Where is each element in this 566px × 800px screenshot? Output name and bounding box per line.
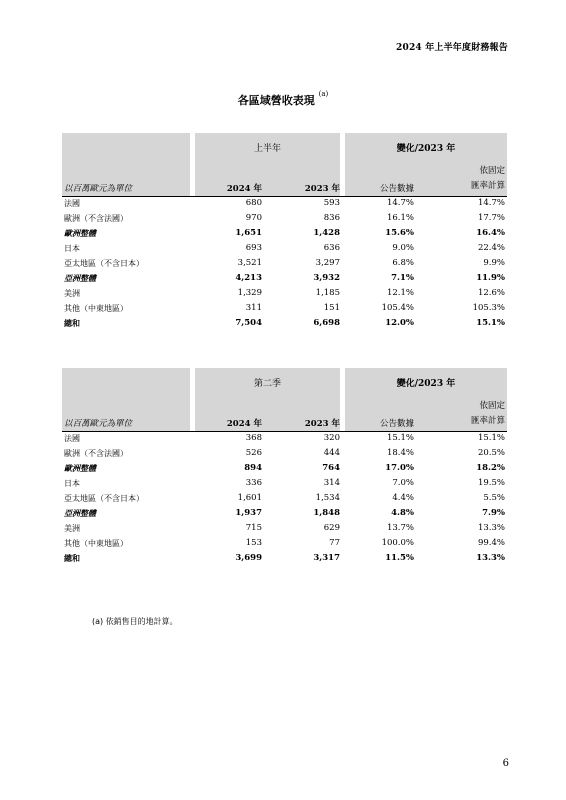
cell-2023: 77 bbox=[329, 538, 340, 548]
cell-2023: 6,698 bbox=[313, 318, 340, 328]
table-second-quarter bbox=[62, 368, 507, 567]
table-row bbox=[62, 477, 507, 492]
table-header bbox=[62, 133, 507, 196]
section-title-text: 各區域營收表現 bbox=[237, 94, 315, 107]
col-header-2024: 2024 年 bbox=[226, 184, 262, 194]
cell-constant-fx: 12.6% bbox=[477, 288, 505, 298]
cell-2024: 336 bbox=[245, 478, 262, 488]
row-label: 美洲 bbox=[64, 289, 80, 298]
table-row bbox=[62, 537, 507, 552]
group-header-change: 變化/2023 年 bbox=[396, 379, 456, 389]
table-row bbox=[62, 212, 507, 227]
cell-reported: 13.7% bbox=[386, 523, 414, 533]
row-label: 日本 bbox=[64, 244, 80, 253]
table-header bbox=[62, 368, 507, 431]
table-row bbox=[62, 522, 507, 537]
cell-reported: 15.6% bbox=[385, 228, 414, 238]
cell-2023: 593 bbox=[323, 198, 340, 208]
subtotal-row bbox=[62, 462, 507, 477]
cell-reported: 4.8% bbox=[391, 508, 414, 518]
cell-constant-fx: 5.5% bbox=[483, 493, 505, 503]
cell-2024: 1,651 bbox=[235, 228, 262, 238]
row-label: 其他（中東地區） bbox=[64, 539, 128, 548]
cell-constant-fx: 22.4% bbox=[477, 243, 505, 253]
table-row bbox=[62, 447, 507, 462]
cell-2024: 693 bbox=[245, 243, 262, 253]
cell-2024: 311 bbox=[245, 303, 262, 313]
cell-constant-fx: 18.2% bbox=[476, 463, 505, 473]
cell-2024: 3,699 bbox=[235, 553, 262, 563]
subtotal-row bbox=[62, 272, 507, 287]
cell-reported: 16.1% bbox=[386, 213, 414, 223]
cell-2024: 1,937 bbox=[235, 508, 262, 518]
col-header-2023: 2023 年 bbox=[304, 419, 340, 429]
group-header-period: 上半年 bbox=[253, 144, 281, 154]
subtotal-row bbox=[62, 507, 507, 522]
row-label: 總和 bbox=[64, 319, 80, 328]
row-label: 亞洲整體 bbox=[64, 274, 96, 283]
col-header-constant-fx-line1: 依固定 bbox=[479, 166, 505, 176]
cell-2023: 151 bbox=[323, 303, 340, 313]
cell-2023: 629 bbox=[323, 523, 340, 533]
row-label: 歐洲（不含法國） bbox=[64, 449, 128, 458]
cell-2024: 715 bbox=[245, 523, 262, 533]
cell-reported: 12.0% bbox=[385, 318, 414, 328]
table-first-half bbox=[62, 133, 507, 332]
subtotal-row bbox=[62, 227, 507, 242]
cell-2024: 153 bbox=[245, 538, 262, 548]
cell-2024: 1,601 bbox=[237, 493, 262, 503]
cell-2023: 764 bbox=[322, 463, 340, 473]
cell-reported: 18.4% bbox=[386, 448, 414, 458]
cell-2024: 680 bbox=[245, 198, 262, 208]
col-header-2023: 2023 年 bbox=[304, 184, 340, 194]
cell-2023: 444 bbox=[323, 448, 340, 458]
cell-2024: 3,521 bbox=[237, 258, 262, 268]
cell-reported: 17.0% bbox=[385, 463, 414, 473]
cell-reported: 100.0% bbox=[381, 538, 414, 548]
cell-reported: 7.1% bbox=[391, 273, 414, 283]
section-title bbox=[0, 92, 566, 108]
table-row bbox=[62, 242, 507, 257]
page-number: 6 bbox=[502, 758, 509, 769]
col-header-reported: 公告數據 bbox=[379, 419, 414, 429]
cell-2023: 314 bbox=[323, 478, 340, 488]
row-label: 歐洲整體 bbox=[64, 229, 96, 238]
cell-2024: 970 bbox=[245, 213, 262, 223]
cell-constant-fx: 9.9% bbox=[483, 258, 505, 268]
table-row bbox=[62, 302, 507, 317]
row-label: 亞太地區（不含日本） bbox=[64, 494, 144, 503]
cell-constant-fx: 7.9% bbox=[482, 508, 505, 518]
cell-reported: 14.7% bbox=[386, 198, 414, 208]
table-row bbox=[62, 257, 507, 272]
table-row bbox=[62, 287, 507, 302]
table-row bbox=[62, 432, 507, 447]
footnote: (a) 依銷售目的地計算。 bbox=[92, 617, 178, 626]
cell-2023: 1,428 bbox=[313, 228, 340, 238]
group-header-period: 第二季 bbox=[253, 379, 281, 389]
cell-reported: 105.4% bbox=[381, 303, 414, 313]
group-header-change: 變化/2023 年 bbox=[396, 144, 456, 154]
row-label: 總和 bbox=[64, 554, 80, 563]
cell-reported: 11.5% bbox=[385, 553, 414, 563]
cell-constant-fx: 14.7% bbox=[477, 198, 505, 208]
cell-constant-fx: 20.5% bbox=[477, 448, 505, 458]
cell-2023: 3,317 bbox=[313, 553, 340, 563]
cell-reported: 6.8% bbox=[392, 258, 414, 268]
col-header-constant-fx-line1: 依固定 bbox=[479, 401, 505, 411]
row-label: 日本 bbox=[64, 479, 80, 488]
cell-2024: 7,504 bbox=[235, 318, 262, 328]
col-header-constant-fx-line2: 匯率計算 bbox=[470, 416, 505, 426]
col-header-2024: 2024 年 bbox=[226, 419, 262, 429]
cell-constant-fx: 19.5% bbox=[477, 478, 505, 488]
row-label: 亞洲整體 bbox=[64, 509, 96, 518]
cell-2023: 836 bbox=[323, 213, 340, 223]
cell-2023: 3,297 bbox=[315, 258, 340, 268]
row-label: 其他（中東地區） bbox=[64, 304, 128, 313]
section-title-footnote-marker: (a) bbox=[318, 90, 329, 98]
cell-constant-fx: 13.3% bbox=[477, 523, 505, 533]
row-label: 亞太地區（不含日本） bbox=[64, 259, 144, 268]
cell-reported: 12.1% bbox=[386, 288, 414, 298]
cell-constant-fx: 15.1% bbox=[477, 433, 505, 443]
row-label: 法國 bbox=[64, 434, 80, 443]
table-row bbox=[62, 492, 507, 507]
cell-reported: 9.0% bbox=[392, 243, 414, 253]
cell-reported: 7.0% bbox=[392, 478, 414, 488]
cell-reported: 15.1% bbox=[386, 433, 414, 443]
cell-constant-fx: 17.7% bbox=[477, 213, 505, 223]
cell-reported: 4.4% bbox=[392, 493, 414, 503]
cell-2023: 1,185 bbox=[315, 288, 340, 298]
cell-2023: 636 bbox=[323, 243, 340, 253]
cell-constant-fx: 11.9% bbox=[476, 273, 505, 283]
cell-constant-fx: 105.3% bbox=[472, 303, 505, 313]
col-header-constant-fx bbox=[417, 399, 505, 429]
unit-label: 以百萬歐元為單位 bbox=[64, 184, 133, 194]
cell-2023: 3,932 bbox=[313, 273, 340, 283]
cell-2024: 1,329 bbox=[237, 288, 262, 298]
report-header-title: 2024 年上半年度財務報告 bbox=[396, 43, 508, 53]
cell-constant-fx: 13.3% bbox=[476, 553, 505, 563]
row-label: 歐洲整體 bbox=[64, 464, 96, 473]
cell-2023: 320 bbox=[323, 433, 340, 443]
col-header-constant-fx-line2: 匯率計算 bbox=[470, 181, 505, 191]
total-row bbox=[62, 552, 507, 567]
cell-constant-fx: 15.1% bbox=[476, 318, 505, 328]
cell-2024: 4,213 bbox=[235, 273, 262, 283]
total-row bbox=[62, 317, 507, 332]
unit-label: 以百萬歐元為單位 bbox=[64, 419, 133, 429]
cell-2024: 526 bbox=[245, 448, 262, 458]
cell-2024: 894 bbox=[244, 463, 262, 473]
cell-2024: 368 bbox=[245, 433, 262, 443]
cell-constant-fx: 99.4% bbox=[477, 538, 505, 548]
cell-2023: 1,848 bbox=[313, 508, 340, 518]
cell-constant-fx: 16.4% bbox=[476, 228, 505, 238]
col-header-reported: 公告數據 bbox=[379, 184, 414, 194]
row-label: 美洲 bbox=[64, 524, 80, 533]
table-row bbox=[62, 197, 507, 212]
cell-2023: 1,534 bbox=[315, 493, 340, 503]
col-header-constant-fx bbox=[417, 164, 505, 194]
row-label: 歐洲（不含法國） bbox=[64, 214, 128, 223]
row-label: 法國 bbox=[64, 199, 80, 208]
